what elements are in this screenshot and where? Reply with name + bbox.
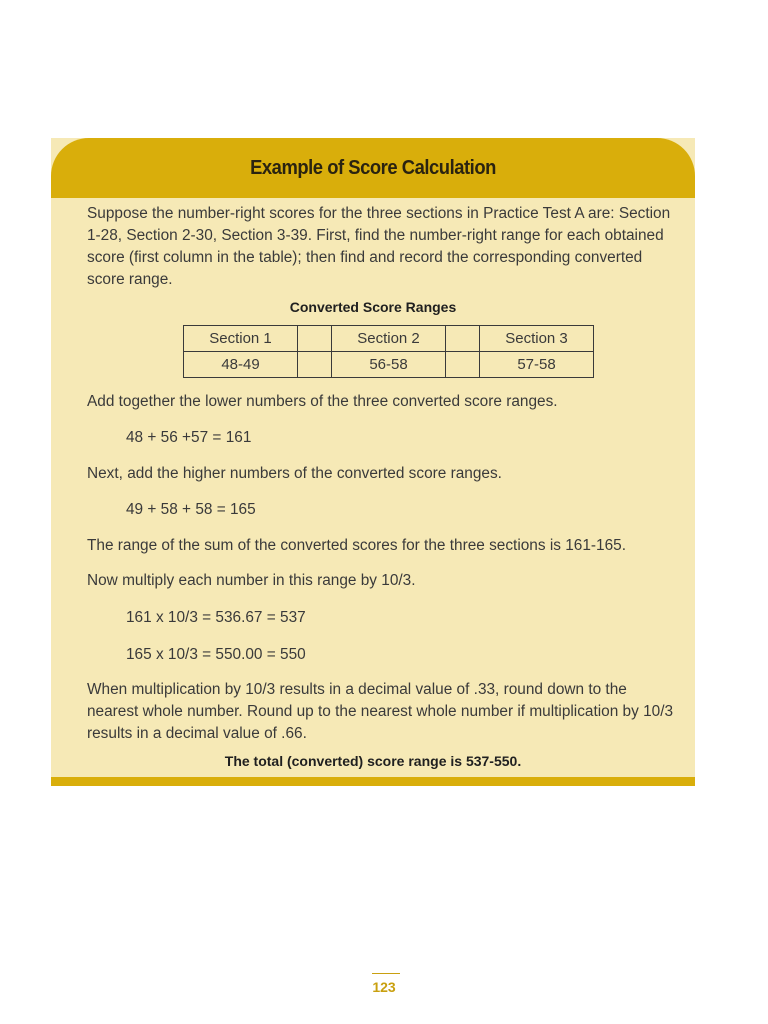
table-header-cell: Section 1	[184, 326, 298, 352]
range-sum-statement: The range of the sum of the converted scores for the three sections is 161-165.	[87, 537, 626, 554]
intro-paragraph: Suppose the number-right scores for the three sections in Practice Test A are: Section 1-28, Section 2-30, Section 3-39. First, find the number-right range for each obtained score (first column in the table); then find and record the corresponding converted score range.	[87, 205, 671, 288]
table-cell: 56-58	[332, 352, 446, 378]
table-row	[184, 352, 594, 378]
table-header-row	[184, 326, 594, 352]
equation-higher-sum: 49 + 58 + 58 = 165	[126, 501, 256, 518]
table-cell: 48-49	[184, 352, 298, 378]
converted-score-table	[183, 325, 594, 378]
table-cell	[298, 352, 332, 378]
total-score-range: The total (converted) score range is 537-550.	[224, 753, 522, 769]
equation-multiply-high: 165 x 10/3 = 550.00 = 550	[126, 646, 306, 663]
box-header	[51, 138, 695, 198]
table-header-cell	[298, 326, 332, 352]
equation-multiply-low: 161 x 10/3 = 536.67 = 537	[126, 609, 306, 626]
step-add-higher: Next, add the higher numbers of the converted score ranges.	[87, 465, 502, 482]
box-footer-bar	[51, 777, 695, 786]
step-add-lower: Add together the lower numbers of the three converted score ranges.	[87, 393, 558, 410]
step-multiply: Now multiply each number in this range by 10/3.	[87, 572, 416, 589]
box-title: Example of Score Calculation	[250, 157, 496, 179]
score-calculation-box	[51, 138, 695, 786]
equation-lower-sum: 48 + 56 +57 = 161	[126, 429, 252, 446]
page-number-rule	[372, 973, 400, 974]
table-header-cell: Section 3	[480, 326, 594, 352]
table-header-cell	[446, 326, 480, 352]
table-cell: 57-58	[480, 352, 594, 378]
page-number: 123	[372, 979, 396, 995]
rounding-note: When multiplication by 10/3 results in a decimal value of .33, round down to the nearest whole number. Round up to the nearest whole number if multiplication by 10/3 results in a decimal value of .66.	[87, 681, 674, 742]
table-caption: Converted Score Ranges	[289, 299, 457, 315]
table-header-cell: Section 2	[332, 326, 446, 352]
table-cell	[446, 352, 480, 378]
